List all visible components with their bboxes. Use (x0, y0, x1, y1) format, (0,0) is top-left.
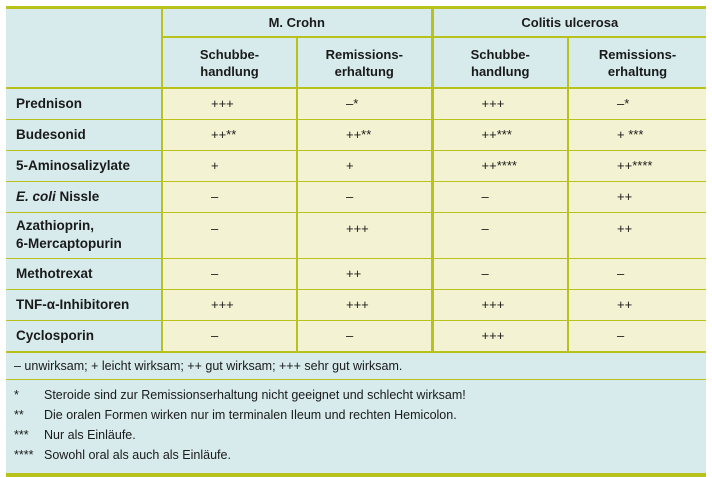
table-row (6, 289, 706, 320)
row-label-rest: Nissle (55, 189, 100, 204)
table-cell: + (297, 150, 432, 181)
corner-cell (6, 9, 162, 88)
table-cell: – (162, 212, 297, 258)
footnote (14, 405, 698, 425)
table-cell: – (568, 258, 706, 289)
table-cell: +++ (297, 289, 432, 320)
row-label (6, 181, 162, 212)
table-cell: – (162, 258, 297, 289)
footnote-text: Die oralen Formen wirken nur im terminalen Ileum und rechten Hemicolon. (44, 408, 457, 422)
table-cell: –* (568, 88, 706, 119)
group-header-crohn: M. Crohn (162, 9, 432, 37)
row-label: Budesonid (6, 119, 162, 150)
table-cell: – (162, 320, 297, 351)
table-row (6, 320, 706, 351)
table-cell: +++ (297, 212, 432, 258)
footnote-symbol: **** (14, 448, 34, 462)
table-cell: ++ (297, 258, 432, 289)
table-cell: +++ (432, 289, 568, 320)
footnote-text: Sowohl oral als auch als Einläufe. (44, 448, 231, 462)
table-cell: +++ (162, 88, 297, 119)
row-label: 5-Aminosalizylate (6, 150, 162, 181)
table-cell: ++ (568, 181, 706, 212)
footnote-text: Steroide sind zur Remissionserhaltung nicht geeignet und schlecht wirksam! (44, 388, 466, 402)
alpha-symbol: α (46, 297, 56, 312)
table-cell: –* (297, 88, 432, 119)
table-cell: – (432, 181, 568, 212)
table-cell: – (432, 212, 568, 258)
row-label: Cyclosporin (6, 320, 162, 351)
table-cell: – (297, 320, 432, 351)
table-cell: + *** (568, 119, 706, 150)
table-cell: +++ (432, 320, 568, 351)
table-cell: ++ (568, 289, 706, 320)
table-cell: – (568, 320, 706, 351)
legend-divider (6, 379, 706, 380)
sub-header-4: Remissions- erhaltung (568, 37, 706, 88)
sub-header-2: Remissions- erhaltung (297, 37, 432, 88)
table-cell: ++** (162, 119, 297, 150)
table-cell: ++** (297, 119, 432, 150)
therapy-table (6, 9, 706, 351)
table-row (6, 258, 706, 289)
table-row (6, 212, 706, 258)
footnote-symbol: *** (14, 428, 29, 442)
table-row (6, 119, 706, 150)
footnote-symbol: ** (14, 408, 24, 422)
table-cell: +++ (432, 88, 568, 119)
group-header-row (6, 9, 706, 37)
table-cell: ++*** (432, 119, 568, 150)
footnote-text: Nur als Einläufe. (44, 428, 136, 442)
table-cell: ++**** (432, 150, 568, 181)
row-label: Methotrexat (6, 258, 162, 289)
legend (6, 351, 706, 477)
therapy-table-container (6, 6, 706, 477)
table-cell: – (162, 181, 297, 212)
footnote (14, 385, 698, 405)
footnote (14, 445, 698, 465)
sub-header-1: Schubbe- handlung (162, 37, 297, 88)
row-label: TNF-α-Inhibitoren (6, 289, 162, 320)
sub-header-3: Schubbe- handlung (432, 37, 568, 88)
row-label: Prednison (6, 88, 162, 119)
table-cell: – (297, 181, 432, 212)
table-row (6, 150, 706, 181)
row-label: Azathioprin, 6-Mercaptopurin (6, 212, 162, 258)
table-row (6, 88, 706, 119)
table-cell: ++**** (568, 150, 706, 181)
table-cell: – (432, 258, 568, 289)
table-row (6, 181, 706, 212)
footnote-symbol: * (14, 388, 19, 402)
row-label-italic: E. coli (16, 189, 56, 204)
group-header-colitis: Colitis ulcerosa (432, 9, 706, 37)
footnote (14, 425, 698, 445)
table-cell: +++ (162, 289, 297, 320)
legend-scale: – unwirksam; + leicht wirksam; ++ gut wirksam; +++ sehr gut wirksam. (14, 359, 403, 373)
table-cell: ++ (568, 212, 706, 258)
table-cell: + (162, 150, 297, 181)
